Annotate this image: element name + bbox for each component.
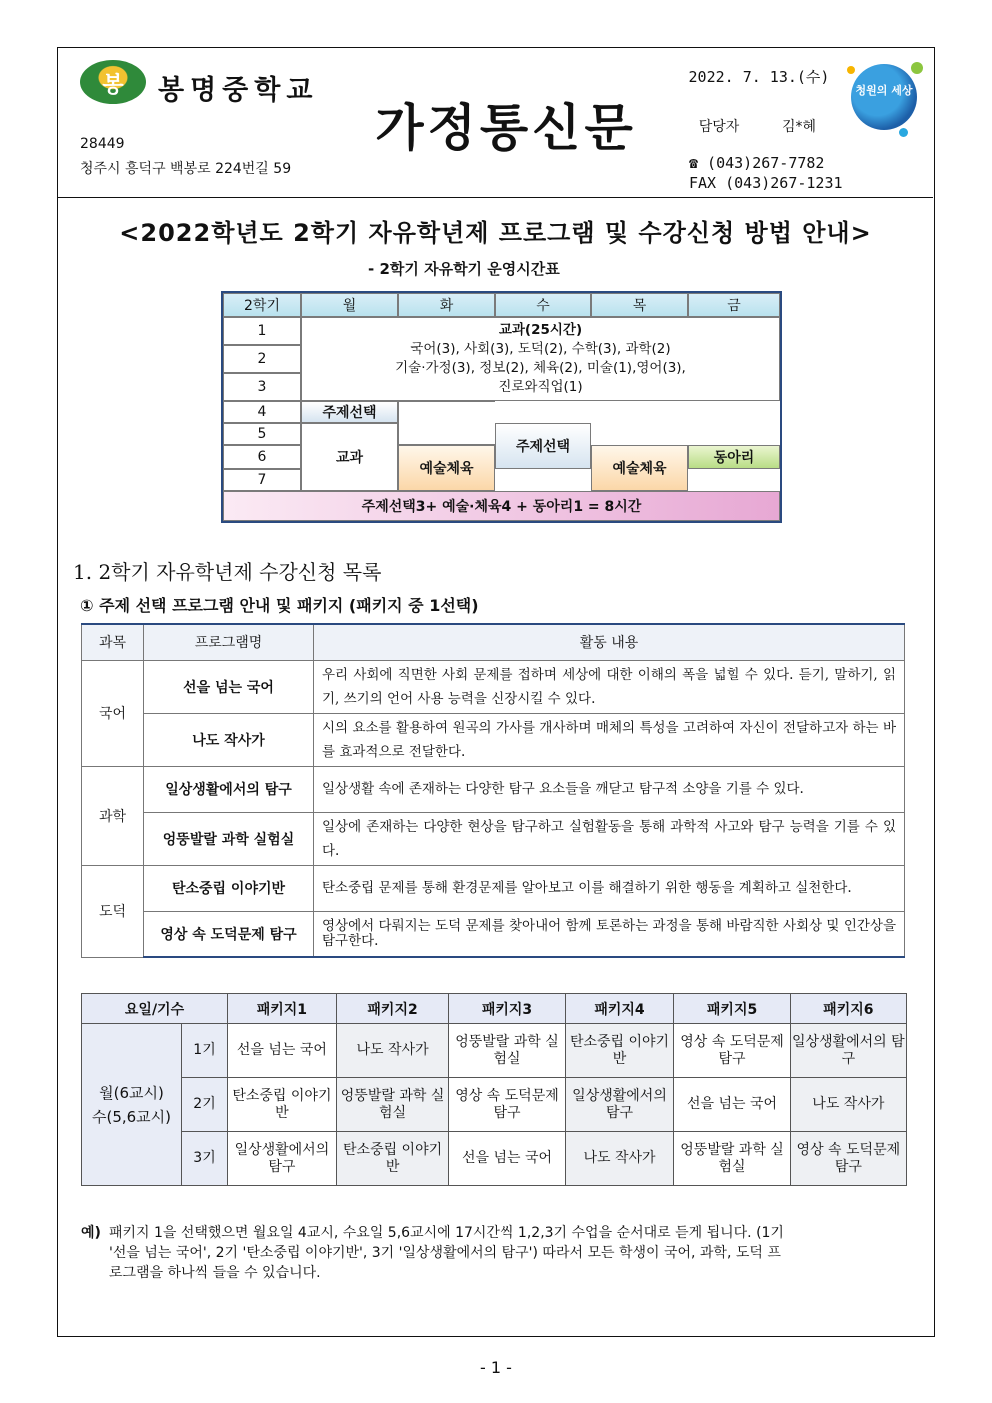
monday-topic-select: 주제선택 bbox=[301, 401, 398, 423]
term-label: 3기 bbox=[182, 1132, 228, 1186]
day-header: 월 bbox=[301, 293, 398, 317]
term-label: 2기 bbox=[182, 1078, 228, 1132]
package-cell: 탄소중립 이야기반 bbox=[565, 1024, 674, 1078]
tuesday-blank bbox=[398, 401, 495, 445]
col-header-activity: 활동 내용 bbox=[314, 624, 905, 660]
program-name: 탄소중립 이야기반 bbox=[144, 865, 314, 911]
address-cell bbox=[58, 118, 333, 198]
period-number: 2 bbox=[223, 345, 301, 373]
package-cell: 엉뚱발랄 과학 실험실 bbox=[674, 1132, 790, 1186]
title-cell bbox=[333, 48, 679, 198]
period-number: 3 bbox=[223, 373, 301, 401]
table-row bbox=[82, 1132, 907, 1186]
header bbox=[58, 48, 933, 198]
timetable-summary: 주제선택3+ 예술·체육4 + 동아리1 = 8시간 bbox=[223, 491, 780, 521]
schedule-group: 월(6교시) 수(5,6교시) bbox=[82, 1024, 182, 1186]
date-cell bbox=[679, 48, 839, 103]
table-row bbox=[82, 1078, 907, 1132]
table-row bbox=[82, 766, 905, 812]
program-desc: 일상에 존재하는 다양한 현상을 탐구하고 실험활동을 통해 과학적 사고와 탐구 능력을 기를 수 있다. bbox=[314, 812, 905, 865]
program-desc: 일상생활 속에 존재하는 다양한 탐구 요소들을 깨닫고 탐구적 소양을 기를 수 있다. bbox=[314, 766, 905, 812]
newsletter-frame bbox=[57, 47, 935, 1337]
street-address: 청주시 흥덕구 백봉로 224번길 59 bbox=[80, 161, 292, 177]
subject-cell: 국어 bbox=[82, 660, 144, 766]
wednesday-topic-select: 주제선택 bbox=[495, 423, 591, 469]
emblem-logo: 청원의 세상 bbox=[851, 64, 917, 130]
page-number: - 1 - bbox=[480, 1358, 512, 1377]
contact-cell bbox=[679, 148, 933, 198]
table-row bbox=[82, 911, 905, 957]
package-cell: 영상 속 도덕문제 탐구 bbox=[790, 1132, 906, 1186]
main-heading: <2022학년도 2학기 자유학년제 프로그램 및 수강신청 방법 안내> bbox=[119, 219, 872, 247]
package-cell: 일상생활에서의 탐구 bbox=[565, 1078, 674, 1132]
school-logo: 봉 bbox=[80, 60, 146, 104]
thursday-arts-sports: 예술체육 bbox=[591, 445, 688, 491]
package-header: 패키지5 bbox=[674, 994, 790, 1024]
program-name: 일상생활에서의 탐구 bbox=[144, 766, 314, 812]
program-name: 엉뚱발랄 과학 실험실 bbox=[144, 812, 314, 865]
page-title: 가정통신문 bbox=[375, 99, 637, 157]
period-number: 1 bbox=[223, 317, 301, 345]
package-cell: 영상 속 도덕문제 탐구 bbox=[449, 1078, 565, 1132]
subject-cell: 도덕 bbox=[82, 865, 144, 957]
program-desc: 시의 요소를 활용하여 원곡의 가사를 개사하며 매체의 특성을 고려하여 자신이 전달하고자 하는 바를 효과적으로 전달한다. bbox=[314, 713, 905, 766]
col-header-subject: 과목 bbox=[82, 624, 144, 660]
zip-code: 28449 bbox=[80, 136, 125, 152]
package-cell: 나도 작사가 bbox=[790, 1078, 906, 1132]
subject-cell: 과학 bbox=[82, 766, 144, 865]
period-number: 6 bbox=[223, 445, 301, 469]
period-number: 4 bbox=[223, 401, 301, 423]
table-row bbox=[82, 713, 905, 766]
package-cell: 선을 넘는 국어 bbox=[228, 1024, 337, 1078]
package-cell: 나도 작사가 bbox=[336, 1024, 449, 1078]
package-cell: 선을 넘는 국어 bbox=[674, 1078, 790, 1132]
package-cell: 영상 속 도덕문제 탐구 bbox=[674, 1024, 790, 1078]
day-header: 화 bbox=[398, 293, 495, 317]
sub-heading: - 2학기 자유학기 운영시간표 bbox=[368, 260, 560, 278]
term-label: 1기 bbox=[182, 1024, 228, 1078]
manager-name-cell: 김*혜 bbox=[781, 119, 817, 135]
logo-cell bbox=[58, 48, 333, 118]
table-row bbox=[82, 812, 905, 865]
section-1-title: 1. 2학기 자유학년제 수강신청 목록 bbox=[73, 560, 382, 584]
program-name: 선을 넘는 국어 bbox=[144, 660, 314, 713]
package-corner: 요일/기수 bbox=[82, 994, 228, 1024]
program-desc: 영상에서 다뤄지는 도덕 문제를 찾아내어 함께 토론하는 과정을 통해 바람직한 사회상 및 인간상을 탐구한다. bbox=[314, 911, 905, 957]
package-cell: 엉뚱발랄 과학 실험실 bbox=[449, 1024, 565, 1078]
fax-number: FAX (043)267-1231 bbox=[689, 174, 843, 192]
day-header: 금 bbox=[688, 293, 780, 317]
timetable-corner: 2학기 bbox=[223, 293, 301, 317]
period-number: 5 bbox=[223, 423, 301, 445]
timetable bbox=[221, 291, 782, 523]
section-1-subtitle: ① 주제 선택 프로그램 안내 및 패키지 (패키지 중 1선택) bbox=[80, 596, 479, 615]
package-header: 패키지4 bbox=[565, 994, 674, 1024]
example-note: 예) 패키지 1을 선택했으면 월요일 4교시, 수요일 5,6교시에 17시간씩 1,2,3기 수업을 순서대로 듣게 됩니다. (1기 '선을 넘는 국어', 2기 '탄소중립 이야기반', 3기 '일상생활에서의 탐구') 따라서 모든 학생이 국어, 과학, 도덕 프 로그램을 하나씩 들을 수 있습니다. bbox=[81, 1225, 784, 1281]
program-desc: 탄소중립 문제를 통해 환경문제를 알아보고 이를 해결하기 위한 행동을 계획하고 실천한다. bbox=[314, 865, 905, 911]
table-row bbox=[82, 660, 905, 713]
package-cell: 선을 넘는 국어 bbox=[449, 1132, 565, 1186]
period-number: 7 bbox=[223, 469, 301, 491]
package-header: 패키지2 bbox=[336, 994, 449, 1024]
package-header: 패키지6 bbox=[790, 994, 906, 1024]
tuesday-arts-sports: 예술체육 bbox=[398, 445, 495, 491]
package-cell: 탄소중립 이야기반 bbox=[228, 1078, 337, 1132]
table-row bbox=[82, 865, 905, 911]
school-name: 봉명중학교 bbox=[158, 75, 319, 106]
emblem-cell bbox=[839, 48, 933, 148]
monday-subject: 교과 bbox=[301, 423, 398, 491]
program-name: 나도 작사가 bbox=[144, 713, 314, 766]
package-header: 패키지1 bbox=[228, 994, 337, 1024]
table-row bbox=[82, 1024, 907, 1078]
core-subjects-block: 교과(25시간) 국어(3), 사회(3), 도덕(2), 수학(3), 과학(2) 기술·가정(3), 정보(2), 체육(2), 미술(1),영어(3), 진로와직업(1) bbox=[301, 317, 780, 401]
package-cell: 일상생활에서의 탐구 bbox=[790, 1024, 906, 1078]
day-header: 목 bbox=[591, 293, 688, 317]
package-cell: 탄소중립 이야기반 bbox=[336, 1132, 449, 1186]
package-cell: 엉뚱발랄 과학 실험실 bbox=[336, 1078, 449, 1132]
package-table bbox=[81, 993, 907, 1186]
program-table bbox=[81, 623, 905, 958]
program-name: 영상 속 도덕문제 탐구 bbox=[144, 911, 314, 957]
phone-number: ☎ (043)267-7782 bbox=[689, 154, 825, 172]
package-cell: 일상생활에서의 탐구 bbox=[228, 1132, 337, 1186]
day-header: 수 bbox=[495, 293, 591, 317]
friday-club: 동아리 bbox=[688, 445, 780, 469]
package-cell: 나도 작사가 bbox=[565, 1132, 674, 1186]
col-header-program: 프로그램명 bbox=[144, 624, 314, 660]
program-desc: 우리 사회에 직면한 사회 문제를 접하며 세상에 대한 이해의 폭을 넓힐 수 있다. 듣기, 말하기, 읽기, 쓰기의 언어 사용 능력을 신장시킬 수 있다. bbox=[314, 660, 905, 713]
issue-date: 2022. 7. 13.(수) bbox=[688, 68, 830, 86]
manager-label-cell: 담당자 bbox=[698, 119, 740, 135]
package-header: 패키지3 bbox=[449, 994, 565, 1024]
